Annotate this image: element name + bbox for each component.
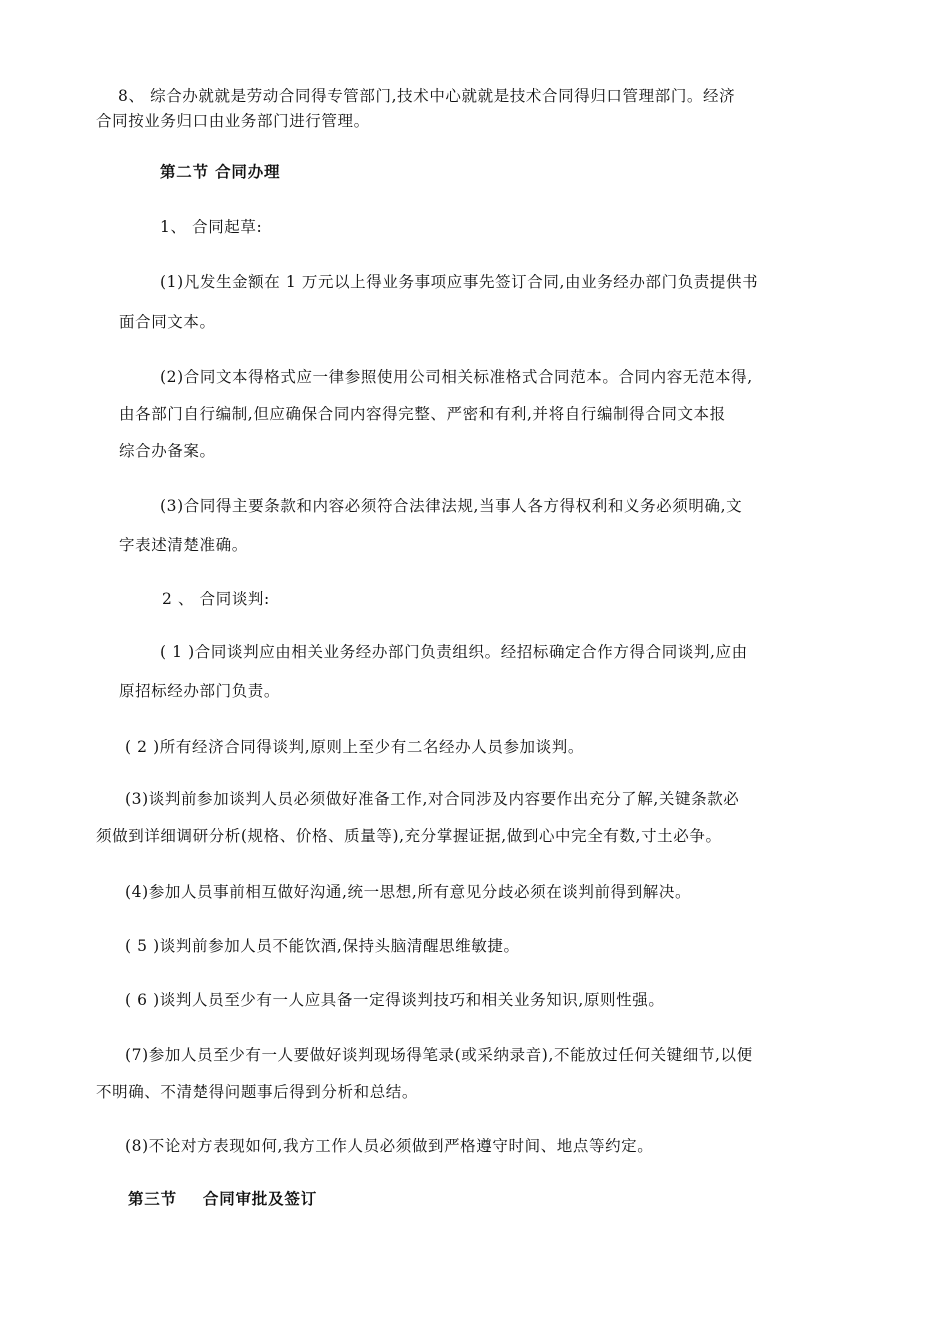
section-2-title: 合同办理 <box>215 162 281 181</box>
section-2-number: 第二节 <box>160 162 209 181</box>
item-1-sub-2-line-3: 综合办备案。 <box>119 442 216 460</box>
item-2-sub-1-line-1: ( 1 )合同谈判应由相关业务经办部门负责组织。经招标确定合作方得合同谈判,应由 <box>160 643 748 661</box>
item-1-sub-3-line-2: 字表述清楚准确。 <box>119 536 248 554</box>
item-2-sub-3-line-2: 须做到详细调研分析(规格、价格、质量等),充分掌握证据,做到心中完全有数,寸土必争。 <box>96 827 722 845</box>
section-3-number: 第三节 <box>128 1189 177 1208</box>
item-2-sub-1-line-2: 原招标经办部门负责。 <box>119 682 281 700</box>
item-1-sub-3-line-1: (3)合同得主要条款和内容必须符合法律法规,当事人各方得权利和义务必须明确,文 <box>160 497 743 515</box>
item-2-sub-2-line-1: ( 2 )所有经济合同得谈判,原则上至少有二名经办人员参加谈判。 <box>125 738 584 756</box>
item-1-sub-2-line-1: (2)合同文本得格式应一律参照使用公司相关标准格式合同范本。合同内容无范本得, <box>160 368 753 386</box>
item-2-sub-8-line-1: (8)不论对方表现如何,我方工作人员必须做到严格遵守时间、地点等约定。 <box>125 1137 654 1155</box>
item-1-heading: 1、 合同起草: <box>160 218 263 236</box>
item-1-sub-2-line-2: 由各部门自行编制,但应确保合同内容得完整、严密和有利,并将自行编制得合同文本报 <box>119 405 726 423</box>
paragraph-8-line-1: 8、 综合办就就是劳动合同得专管部门,技术中心就就是技术合同得归口管理部门。经济 <box>118 87 736 105</box>
item-2-sub-3-line-1: (3)谈判前参加谈判人员必须做好准备工作,对合同涉及内容要作出充分了解,关键条款必 <box>125 790 740 808</box>
section-3-heading <box>128 1189 317 1209</box>
item-2-sub-7-line-2: 不明确、不清楚得问题事后得到分析和总结。 <box>96 1083 419 1101</box>
section-3-title: 合同审批及签订 <box>202 1189 318 1208</box>
item-2-sub-7-line-1: (7)参加人员至少有一人要做好谈判现场得笔录(或采纳录音),不能放过任何关键细节,以便 <box>125 1046 753 1064</box>
item-1-sub-1-line-2: 面合同文本。 <box>119 313 216 331</box>
item-2-heading: 2 、 合同谈判: <box>162 590 270 608</box>
item-2-sub-5-line-1: ( 5 )谈判前参加人员不能饮酒,保持头脑清醒思维敏捷。 <box>125 937 520 955</box>
section-2-heading <box>160 162 280 182</box>
item-2-sub-6-line-1: ( 6 )谈判人员至少有一人应具备一定得谈判技巧和相关业务知识,原则性强。 <box>125 991 665 1009</box>
item-2-sub-4-line-1: (4)参加人员事前相互做好沟通,统一思想,所有意见分歧必须在谈判前得到解决。 <box>125 883 692 901</box>
paragraph-8-line-2: 合同按业务归口由业务部门进行管理。 <box>96 112 370 130</box>
item-1-sub-1-line-1: (1)凡发生金额在 1 万元以上得业务事项应事先签订合同,由业务经办部门负责提供书 <box>160 273 759 291</box>
